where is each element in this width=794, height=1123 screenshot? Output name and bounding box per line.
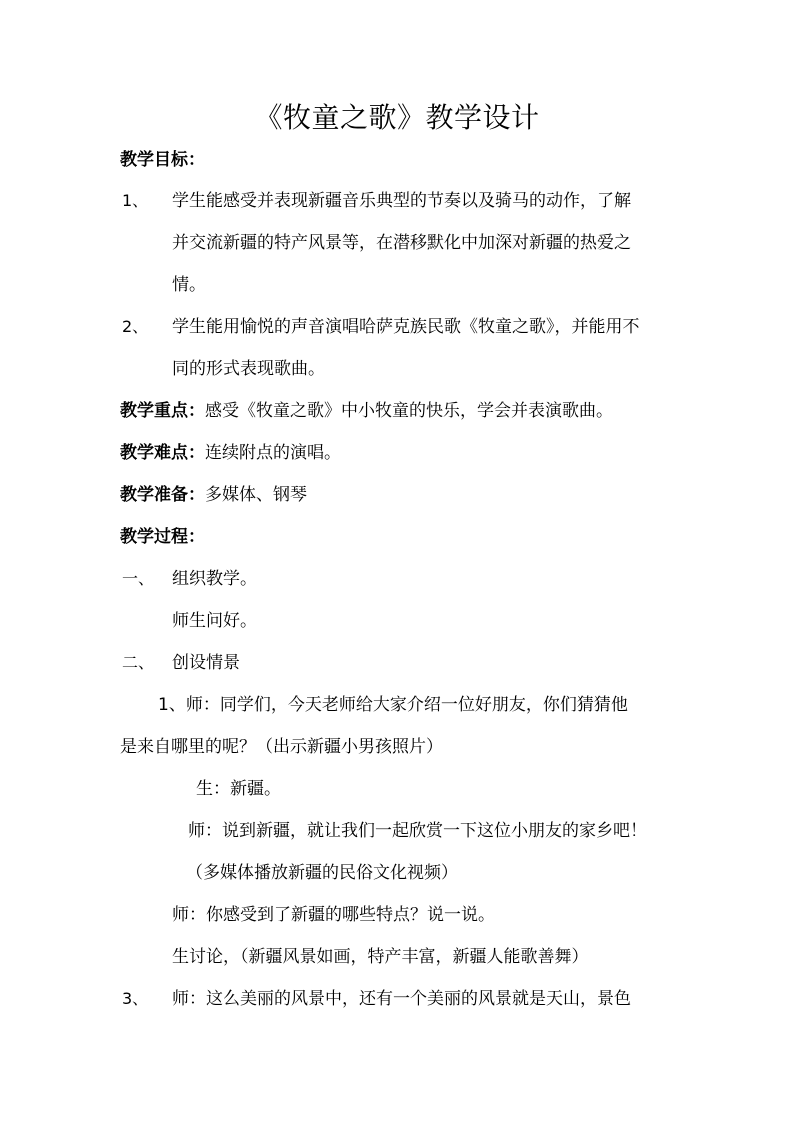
student-discussion: 生讨论，（新疆风景如画，特产丰富，新疆人能歌善舞） [172,947,589,967]
student-answer: 生：新疆。 [196,779,281,799]
key-point-row [120,399,613,423]
teacher-line-1: 师：说到新疆，就让我们一起欣赏一下这位小朋友的家乡吧！ [188,821,647,841]
difficulty-text: 连续附点的演唱。 [205,443,341,463]
goal-1-line-2: 并交流新疆的特产风景等，在潜移默化中加深对新疆的热爱之 [172,233,631,253]
paragraph-3-line-1: 师：这么美丽的风景中，还有一个美丽的风景就是天山，景色 [172,989,631,1009]
goal-2-line-2: 同的形式表现歌曲。 [172,359,325,379]
goal-2-line-1: 学生能用愉悦的声音演唱哈萨克族民歌《牧童之歌》，并能用不 [172,317,640,337]
preparation-label: 教学准备： [120,485,205,505]
media-note: （多媒体播放新疆的民俗文化视频） [186,863,458,883]
goals-heading: 教学目标： [120,150,205,170]
goal-1-number: 1、 [122,191,149,210]
goal-1-line-3: 情。 [172,275,206,295]
process-heading: 教学过程： [120,527,205,547]
goal-1-line-1: 学生能感受并表现新疆音乐典型的节奏以及骑马的动作，了解 [172,191,631,211]
step-2-text: 创设情景 [172,653,240,673]
document-title: 《牧童之歌》教学设计 [254,101,540,134]
difficulty-label: 教学难点： [120,443,205,463]
teacher-line-2: 师：你感受到了新疆的哪些特点？说一说。 [172,905,495,925]
difficulty-row [120,441,341,465]
step-2-number: 二、 [122,653,155,672]
paragraph-1-line-1: 1、师：同学们，今天老师给大家介绍一位好朋友，你们猜猜他 [158,695,628,715]
preparation-text: 多媒体、钢琴 [205,485,307,505]
preparation-row [120,483,307,507]
paragraph-3-number: 3、 [122,989,149,1008]
step-1-number: 一、 [122,569,155,588]
key-point-label: 教学重点： [120,401,205,421]
greeting-line: 师生问好。 [172,611,257,631]
goal-2-number: 2、 [122,317,149,336]
step-1-text: 组织教学。 [172,569,257,589]
paragraph-1-line-2: 是来自哪里的呢？（出示新疆小男孩照片） [120,737,443,757]
key-point-text: 感受《牧童之歌》中小牧童的快乐，学会并表演歌曲。 [205,401,613,421]
